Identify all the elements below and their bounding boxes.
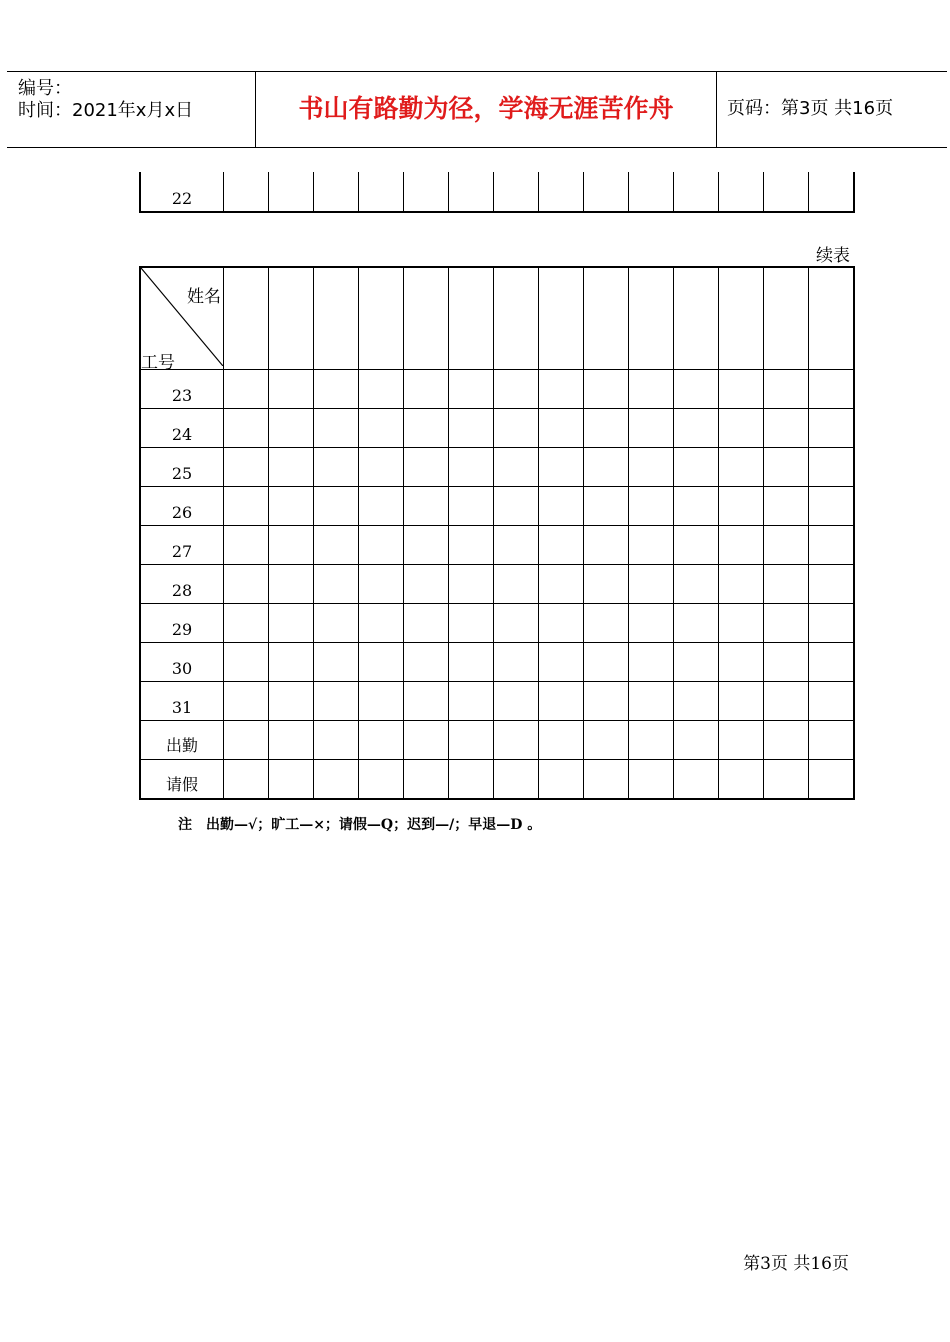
attendance-cell: [764, 565, 809, 604]
attendance-cell: [584, 172, 629, 212]
table-row: [140, 682, 854, 721]
header-id-label: 工号: [141, 353, 175, 373]
attendance-cell: [629, 760, 674, 800]
attendance-cell: [629, 721, 674, 760]
attendance-cell: [629, 643, 674, 682]
attendance-table-top: [139, 172, 855, 213]
attendance-cell: [764, 370, 809, 409]
attendance-cell: [539, 172, 584, 212]
attendance-cell: [674, 682, 719, 721]
attendance-cell: [764, 448, 809, 487]
attendance-cell: [269, 487, 314, 526]
attendance-cell: [314, 409, 359, 448]
row-label-cell: 24: [140, 409, 224, 448]
attendance-cell: [629, 448, 674, 487]
name-header-cell: [494, 267, 539, 370]
attendance-cell: [494, 487, 539, 526]
attendance-cell: [404, 172, 449, 212]
attendance-cell: [494, 409, 539, 448]
attendance-cell: [674, 604, 719, 643]
diagonal-header-cell: [140, 267, 224, 373]
attendance-cell: [359, 172, 404, 212]
attendance-cell: [764, 721, 809, 760]
attendance-cell: [404, 721, 449, 760]
attendance-cell: [584, 760, 629, 800]
attendance-cell: [404, 682, 449, 721]
header-info-cell: [7, 72, 256, 147]
attendance-cell: [674, 487, 719, 526]
attendance-cell: [539, 409, 584, 448]
table-row: [140, 721, 854, 760]
attendance-cell: [764, 409, 809, 448]
row-label-cell: 出勤: [140, 721, 224, 760]
attendance-cell: [674, 760, 719, 800]
name-header-cell: [809, 267, 855, 370]
serial-label: 编号：: [18, 78, 72, 99]
attendance-cell: [494, 526, 539, 565]
attendance-table-main: [139, 266, 855, 800]
header-name-label: 姓名: [187, 287, 221, 307]
attendance-cell: [224, 643, 269, 682]
attendance-cell: [269, 409, 314, 448]
attendance-cell: [404, 604, 449, 643]
table-row: [140, 172, 854, 212]
row-label-cell: 25: [140, 448, 224, 487]
attendance-cell: [809, 682, 855, 721]
attendance-cell: [224, 370, 269, 409]
attendance-cell: [539, 604, 584, 643]
attendance-cell: [809, 604, 855, 643]
attendance-cell: [449, 604, 494, 643]
attendance-cell: [494, 448, 539, 487]
attendance-cell: [764, 604, 809, 643]
attendance-cell: [584, 526, 629, 565]
attendance-cell: [719, 682, 764, 721]
attendance-cell: [809, 487, 855, 526]
attendance-cell: [314, 604, 359, 643]
attendance-cell: [314, 565, 359, 604]
attendance-cell: [359, 760, 404, 800]
attendance-cell: [494, 370, 539, 409]
attendance-cell: [314, 760, 359, 800]
name-header-cell: [404, 267, 449, 370]
attendance-cell: [584, 448, 629, 487]
row-label-cell: 22: [140, 172, 224, 212]
attendance-cell: [359, 721, 404, 760]
attendance-cell: [359, 448, 404, 487]
attendance-cell: [449, 682, 494, 721]
attendance-cell: [674, 565, 719, 604]
attendance-cell: [674, 721, 719, 760]
attendance-cell: [359, 565, 404, 604]
attendance-cell: [539, 643, 584, 682]
legend-note: 注 出勤—√；旷工—×；请假—Q；迟到—/；早退—D 。: [178, 817, 542, 833]
attendance-cell: [224, 172, 269, 212]
row-label-cell: 28: [140, 565, 224, 604]
header-motto-cell: [256, 72, 717, 147]
attendance-cell: [449, 526, 494, 565]
row-label-cell: 26: [140, 487, 224, 526]
motto-text: 书山有路勤为径，学海无涯苦作舟: [298, 94, 674, 123]
attendance-cell: [629, 487, 674, 526]
attendance-cell: [314, 172, 359, 212]
row-label-cell: 31: [140, 682, 224, 721]
attendance-cell: [764, 526, 809, 565]
attendance-cell: [359, 682, 404, 721]
attendance-cell: [539, 760, 584, 800]
attendance-cell: [224, 760, 269, 800]
attendance-cell: [269, 643, 314, 682]
row-label-cell: 30: [140, 643, 224, 682]
attendance-cell: [224, 721, 269, 760]
attendance-cell: [719, 643, 764, 682]
attendance-cell: [764, 487, 809, 526]
attendance-cell: [809, 448, 855, 487]
attendance-cell: [719, 370, 764, 409]
attendance-cell: [224, 487, 269, 526]
name-header-cell: [359, 267, 404, 370]
page-footer: 第3页 共16页: [743, 1254, 849, 1274]
name-header-cell: [269, 267, 314, 370]
attendance-cell: [359, 604, 404, 643]
attendance-cell: [449, 172, 494, 212]
table-header-row: [140, 267, 854, 370]
attendance-cell: [404, 643, 449, 682]
attendance-cell: [359, 643, 404, 682]
attendance-cell: [674, 370, 719, 409]
attendance-cell: [314, 487, 359, 526]
table-row: [140, 604, 854, 643]
attendance-cell: [449, 448, 494, 487]
attendance-cell: [674, 526, 719, 565]
attendance-cell: [269, 370, 314, 409]
attendance-cell: [314, 721, 359, 760]
attendance-cell: [269, 448, 314, 487]
attendance-cell: [314, 526, 359, 565]
attendance-cell: [224, 448, 269, 487]
table-row: [140, 565, 854, 604]
row-label-cell: 27: [140, 526, 224, 565]
attendance-cell: [494, 682, 539, 721]
attendance-cell: [404, 370, 449, 409]
attendance-cell: [584, 370, 629, 409]
attendance-cell: [629, 526, 674, 565]
attendance-cell: [359, 409, 404, 448]
attendance-cell: [764, 643, 809, 682]
attendance-cell: [809, 721, 855, 760]
name-header-cell: [629, 267, 674, 370]
name-header-cell: [449, 267, 494, 370]
attendance-cell: [404, 448, 449, 487]
attendance-cell: [404, 409, 449, 448]
row-label-cell: 请假: [140, 760, 224, 800]
attendance-cell: [494, 604, 539, 643]
name-header-cell: [224, 267, 269, 370]
attendance-cell: [629, 604, 674, 643]
continued-label: 续表: [816, 246, 850, 266]
attendance-cell: [764, 172, 809, 212]
attendance-cell: [719, 565, 764, 604]
attendance-cell: [449, 370, 494, 409]
attendance-cell: [539, 565, 584, 604]
attendance-cell: [719, 604, 764, 643]
attendance-cell: [674, 409, 719, 448]
attendance-cell: [494, 565, 539, 604]
attendance-cell: [719, 721, 764, 760]
table-row: [140, 643, 854, 682]
attendance-cell: [674, 172, 719, 212]
name-header-cell: [314, 267, 359, 370]
attendance-cell: [584, 565, 629, 604]
attendance-cell: [449, 487, 494, 526]
name-header-cell: [764, 267, 809, 370]
attendance-cell: [449, 760, 494, 800]
attendance-cell: [629, 409, 674, 448]
attendance-cell: [404, 565, 449, 604]
attendance-cell: [809, 370, 855, 409]
attendance-cell: [584, 604, 629, 643]
attendance-cell: [584, 721, 629, 760]
attendance-cell: [629, 682, 674, 721]
attendance-cell: [719, 409, 764, 448]
attendance-cell: [809, 526, 855, 565]
table-row: [140, 760, 854, 800]
attendance-cell: [809, 643, 855, 682]
header-page-cell: [717, 72, 947, 147]
attendance-cell: [224, 526, 269, 565]
table-row: [140, 526, 854, 565]
attendance-cell: [809, 565, 855, 604]
attendance-cell: [764, 760, 809, 800]
attendance-cell: [359, 526, 404, 565]
attendance-cell: [809, 172, 855, 212]
attendance-cell: [674, 643, 719, 682]
table-row: [140, 487, 854, 526]
attendance-cell: [629, 565, 674, 604]
attendance-cell: [494, 172, 539, 212]
name-header-cell: [584, 267, 629, 370]
attendance-cell: [494, 721, 539, 760]
attendance-cell: [404, 487, 449, 526]
row-label-cell: 29: [140, 604, 224, 643]
attendance-cell: [719, 487, 764, 526]
attendance-cell: [539, 682, 584, 721]
attendance-cell: [539, 526, 584, 565]
attendance-cell: [269, 682, 314, 721]
time-label: 时间：2021年x月x日: [18, 100, 194, 121]
attendance-cell: [809, 409, 855, 448]
attendance-cell: [764, 682, 809, 721]
attendance-cell: [539, 721, 584, 760]
attendance-cell: [584, 643, 629, 682]
page-header: [7, 71, 947, 148]
attendance-cell: [629, 172, 674, 212]
attendance-cell: [404, 760, 449, 800]
attendance-cell: [629, 370, 674, 409]
row-label-cell: 23: [140, 370, 224, 409]
attendance-cell: [719, 526, 764, 565]
attendance-cell: [539, 487, 584, 526]
attendance-cell: [269, 604, 314, 643]
attendance-cell: [269, 526, 314, 565]
attendance-cell: [539, 448, 584, 487]
table-row: [140, 448, 854, 487]
table-row: [140, 409, 854, 448]
attendance-cell: [494, 760, 539, 800]
attendance-cell: [449, 721, 494, 760]
table-row: [140, 370, 854, 409]
attendance-cell: [314, 370, 359, 409]
name-header-cell: [539, 267, 584, 370]
page-code: 页码：第3页 共16页: [727, 98, 894, 119]
attendance-cell: [269, 721, 314, 760]
attendance-cell: [449, 643, 494, 682]
attendance-cell: [404, 526, 449, 565]
attendance-cell: [584, 409, 629, 448]
attendance-cell: [314, 448, 359, 487]
attendance-cell: [584, 487, 629, 526]
attendance-cell: [584, 682, 629, 721]
attendance-cell: [359, 487, 404, 526]
attendance-cell: [359, 370, 404, 409]
attendance-cell: [719, 760, 764, 800]
attendance-cell: [224, 604, 269, 643]
attendance-cell: [269, 565, 314, 604]
name-header-cell: [719, 267, 764, 370]
attendance-cell: [224, 682, 269, 721]
attendance-cell: [719, 172, 764, 212]
attendance-cell: [224, 409, 269, 448]
attendance-cell: [314, 643, 359, 682]
attendance-cell: [719, 448, 764, 487]
attendance-cell: [494, 643, 539, 682]
attendance-cell: [674, 448, 719, 487]
attendance-cell: [539, 370, 584, 409]
attendance-cell: [314, 682, 359, 721]
attendance-cell: [809, 760, 855, 800]
attendance-cell: [224, 565, 269, 604]
attendance-cell: [269, 760, 314, 800]
name-header-cell: [674, 267, 719, 370]
attendance-cell: [449, 409, 494, 448]
attendance-cell: [449, 565, 494, 604]
attendance-cell: [269, 172, 314, 212]
